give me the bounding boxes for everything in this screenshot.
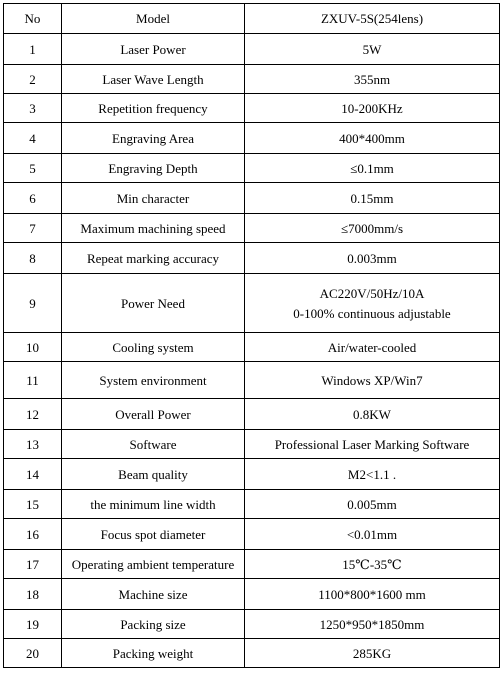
row-number: 7 xyxy=(4,214,62,243)
parameter-name: Power Need xyxy=(62,274,245,333)
row-number: 13 xyxy=(4,430,62,459)
parameter-name: Cooling system xyxy=(62,333,245,362)
parameter-value xyxy=(245,214,500,243)
table-row xyxy=(4,65,500,94)
table-row xyxy=(4,243,500,274)
parameter-value-line: ≤7000mm/s xyxy=(340,220,404,236)
parameter-value-line: Professional Laser Marking Software xyxy=(274,436,470,452)
table-row xyxy=(4,459,500,490)
parameter-value-line: 0.15mm xyxy=(350,190,394,206)
parameter-name: Overall Power xyxy=(62,399,245,430)
parameter-value-line: 400*400mm xyxy=(339,130,405,146)
table-row xyxy=(4,430,500,459)
parameter-name: Repeat marking accuracy xyxy=(62,243,245,274)
parameter-value-line: 0.005mm xyxy=(347,496,397,512)
spec-table xyxy=(3,3,500,668)
parameter-value-line: 285KG xyxy=(352,645,392,661)
table-row xyxy=(4,519,500,550)
parameter-value-line: 15℃-35℃ xyxy=(342,556,402,572)
parameter-name: Engraving Area xyxy=(62,123,245,154)
table-row xyxy=(4,333,500,362)
table-header-row xyxy=(4,4,500,34)
parameter-value xyxy=(245,183,500,214)
row-number: 19 xyxy=(4,610,62,639)
parameter-value-line: 1250*950*1850mm xyxy=(319,616,425,632)
table-row xyxy=(4,639,500,668)
row-number: 9 xyxy=(4,274,62,333)
parameter-value-line: Windows XP/Win7 xyxy=(321,372,423,388)
table-row xyxy=(4,183,500,214)
parameter-name: Laser Wave Length xyxy=(62,65,245,94)
spec-table-container xyxy=(3,3,500,668)
parameter-value xyxy=(245,362,500,399)
parameter-name: Maximum machining speed xyxy=(62,214,245,243)
row-number: 6 xyxy=(4,183,62,214)
parameter-value xyxy=(245,123,500,154)
parameter-value xyxy=(245,399,500,430)
parameter-name: Focus spot diameter xyxy=(62,519,245,550)
row-number: 20 xyxy=(4,639,62,668)
parameter-value-line: 355nm xyxy=(353,71,391,87)
parameter-name: Engraving Depth xyxy=(62,154,245,183)
header-model-value: ZXUV-5S(254lens) xyxy=(245,4,500,34)
table-row xyxy=(4,490,500,519)
parameter-value xyxy=(245,333,500,362)
row-number: 12 xyxy=(4,399,62,430)
parameter-value xyxy=(245,610,500,639)
parameter-value-line: 0.003mm xyxy=(347,250,397,266)
spec-table-body xyxy=(4,4,500,668)
parameter-name: Beam quality xyxy=(62,459,245,490)
parameter-value-line: AC220V/50Hz/10A xyxy=(319,285,425,301)
table-row xyxy=(4,362,500,399)
parameter-name: Machine size xyxy=(62,579,245,610)
parameter-value xyxy=(245,65,500,94)
table-row xyxy=(4,579,500,610)
parameter-value xyxy=(245,34,500,65)
table-row xyxy=(4,550,500,579)
row-number: 5 xyxy=(4,154,62,183)
row-number: 15 xyxy=(4,490,62,519)
parameter-name: Min character xyxy=(62,183,245,214)
row-number: 17 xyxy=(4,550,62,579)
parameter-name: the minimum line width xyxy=(62,490,245,519)
parameter-value xyxy=(245,154,500,183)
row-number: 3 xyxy=(4,94,62,123)
parameter-value xyxy=(245,459,500,490)
parameter-name: Packing weight xyxy=(62,639,245,668)
parameter-value-line: 5W xyxy=(362,41,382,57)
parameter-value xyxy=(245,519,500,550)
parameter-value xyxy=(245,94,500,123)
table-row xyxy=(4,214,500,243)
parameter-value xyxy=(245,639,500,668)
parameter-value-line: Air/water-cooled xyxy=(327,339,417,355)
row-number: 11 xyxy=(4,362,62,399)
parameter-value xyxy=(245,274,500,333)
row-number: 10 xyxy=(4,333,62,362)
parameter-name: Laser Power xyxy=(62,34,245,65)
parameter-value-line: 1100*800*1600 mm xyxy=(318,586,426,602)
row-number: 18 xyxy=(4,579,62,610)
parameter-name: Software xyxy=(62,430,245,459)
parameter-value xyxy=(245,430,500,459)
row-number: 4 xyxy=(4,123,62,154)
parameter-name: Repetition frequency xyxy=(62,94,245,123)
row-number: 1 xyxy=(4,34,62,65)
parameter-value xyxy=(245,550,500,579)
row-number: 8 xyxy=(4,243,62,274)
parameter-value-line: 10-200KHz xyxy=(341,100,403,116)
parameter-value-line: M2<1.1 . xyxy=(347,466,397,482)
table-row xyxy=(4,94,500,123)
parameter-value-line: 0-100% continuous adjustable xyxy=(293,305,451,321)
table-row xyxy=(4,274,500,333)
table-row xyxy=(4,154,500,183)
parameter-name: System environment xyxy=(62,362,245,399)
parameter-value-line: 0.8KW xyxy=(353,406,391,422)
header-no: No xyxy=(4,4,62,34)
table-row xyxy=(4,399,500,430)
row-number: 16 xyxy=(4,519,62,550)
table-row xyxy=(4,610,500,639)
parameter-value xyxy=(245,490,500,519)
row-number: 14 xyxy=(4,459,62,490)
row-number: 2 xyxy=(4,65,62,94)
parameter-value-line: ≤0.1mm xyxy=(350,160,394,176)
table-row xyxy=(4,123,500,154)
header-model: Model xyxy=(62,4,245,34)
parameter-value-line: <0.01mm xyxy=(346,526,398,542)
parameter-value xyxy=(245,243,500,274)
table-row xyxy=(4,34,500,65)
parameter-name: Packing size xyxy=(62,610,245,639)
parameter-name: Operating ambient temperature xyxy=(62,550,245,579)
parameter-value xyxy=(245,579,500,610)
